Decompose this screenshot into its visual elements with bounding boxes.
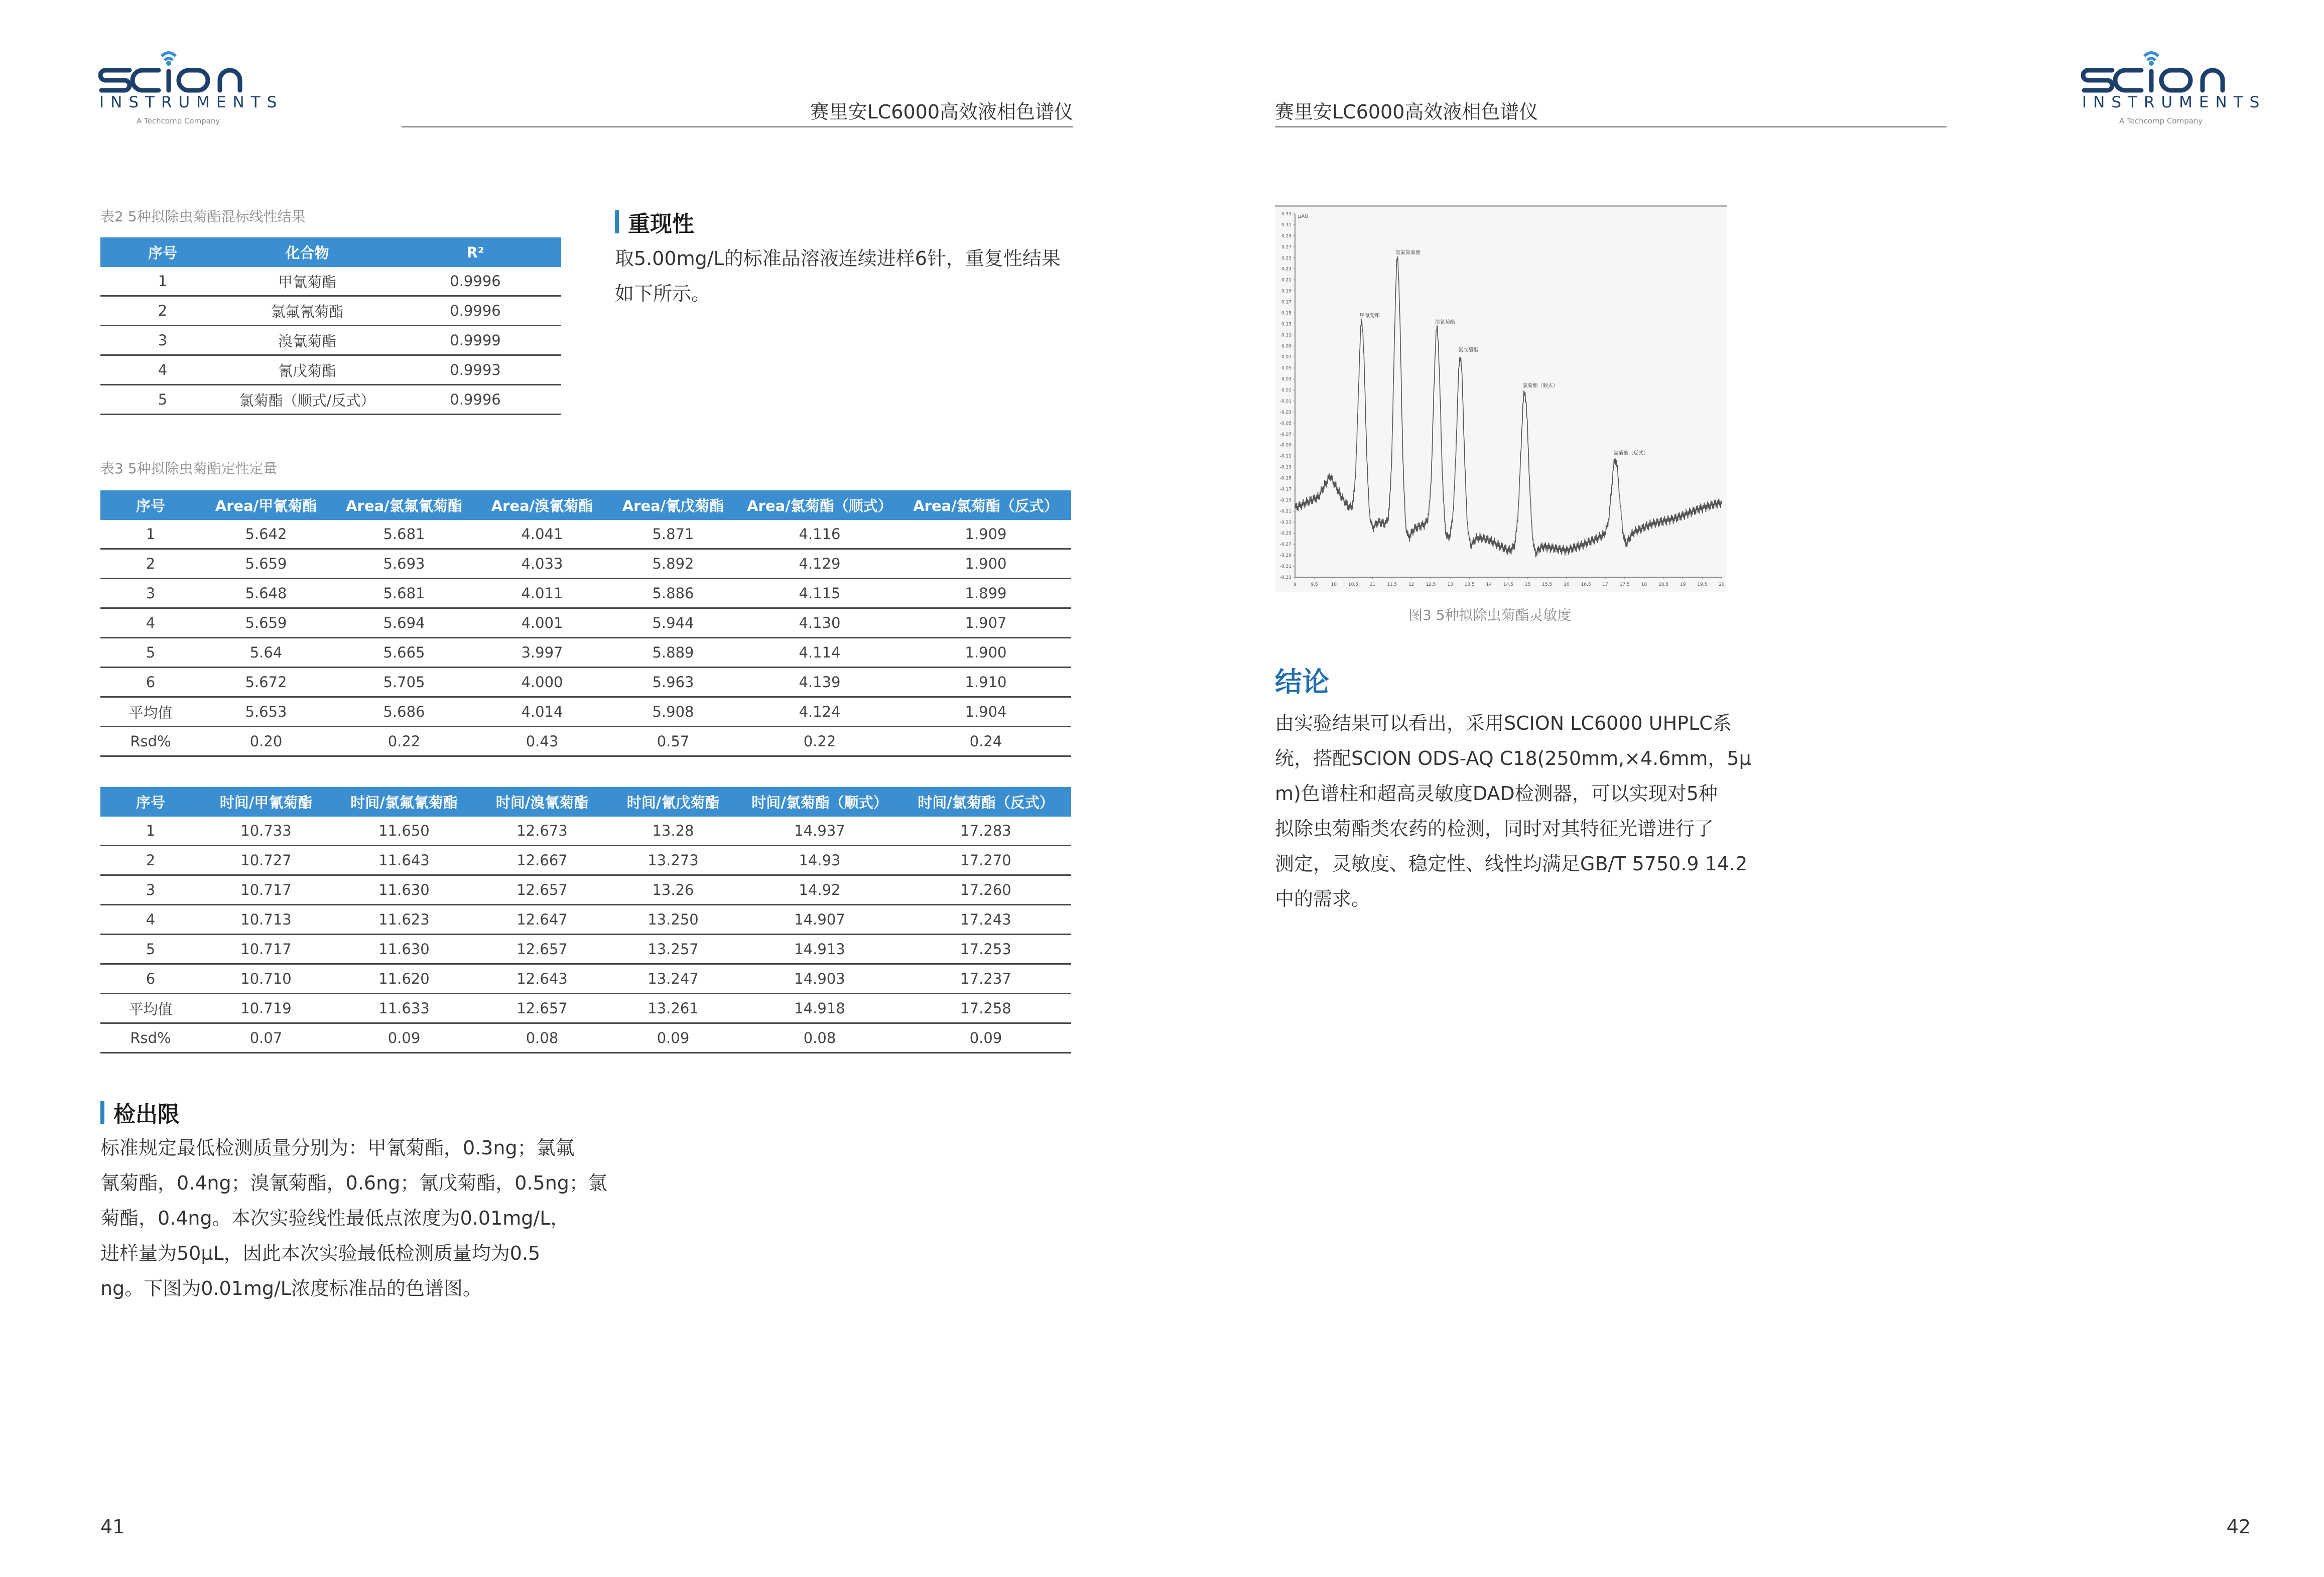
table-cell: 3.997: [477, 638, 607, 668]
paragraph-line: 中的需求。: [1275, 888, 1371, 910]
table-cell: 17.243: [900, 905, 1071, 935]
table-cell: 17.283: [900, 817, 1071, 846]
header-rule-right: [1275, 126, 1947, 127]
column-header: 时间/氰戊菊酯: [607, 787, 739, 817]
x-tick-label: 19.5: [1697, 582, 1708, 587]
y-tick-label: -0.21: [1279, 509, 1292, 514]
table-cell: 1.899: [900, 579, 1071, 608]
table-row: [100, 875, 1071, 905]
table-cell: 17.270: [900, 846, 1071, 875]
table-cell: 11.620: [331, 964, 477, 994]
y-tick-label: -0.01: [1279, 399, 1292, 404]
y-tick-label: 0.29: [1281, 233, 1292, 239]
table-cell: 4: [100, 355, 225, 385]
table-row: [100, 994, 1071, 1023]
table-row: [100, 846, 1071, 875]
table-cell: 1: [100, 817, 201, 846]
paragraph-line: 取5.00mg/L的标准品溶液连续进样6针，重复性结果: [615, 247, 1061, 270]
table-cell: 0.09: [900, 1023, 1071, 1053]
table-cell: 17.253: [900, 935, 1071, 964]
page-number-left: 41: [100, 1516, 125, 1538]
paragraph-line: 如下所示。: [615, 283, 711, 305]
table-cell: 10.727: [201, 846, 331, 875]
y-tick-label: -0.11: [1279, 454, 1292, 459]
table-cell: 5.705: [331, 668, 477, 697]
table-row: [100, 964, 1071, 994]
table-cell: 平均值: [100, 994, 201, 1023]
peak-label: 氯菊酯（反式）: [1613, 450, 1649, 456]
table-cell: 12.657: [477, 994, 607, 1023]
table-cell: 0.07: [201, 1023, 331, 1053]
table-cell: 1.904: [900, 697, 1071, 727]
column-header: Area/氯氟氰菊酯: [331, 490, 477, 520]
y-tick-label: 0.03: [1281, 377, 1292, 382]
table-cell: 0.22: [331, 727, 477, 756]
detection-limit-paragraph: [100, 1130, 607, 1306]
y-tick-label: -0.33: [1279, 575, 1292, 580]
x-tick-label: 9.5: [1311, 582, 1318, 587]
chromatogram-chart: [1275, 205, 1727, 592]
column-header: Area/氯菊酯（反式）: [900, 490, 1071, 520]
table-cell: 5.672: [201, 668, 331, 697]
table-header-row: [100, 237, 561, 267]
table-cell: 平均值: [100, 697, 201, 727]
table-cell: 11.643: [331, 846, 477, 875]
table-cell: 4.115: [739, 579, 900, 608]
table-cell: 10.713: [201, 905, 331, 935]
table-cell: 1.900: [900, 638, 1071, 668]
table-cell: 10.710: [201, 964, 331, 994]
table-cell: 5.659: [201, 549, 331, 579]
table-cell: 0.9993: [390, 355, 561, 385]
table-cell: 2: [100, 549, 201, 579]
table-cell: 5: [100, 385, 225, 415]
y-tick-label: -0.17: [1279, 487, 1292, 492]
peak-label: 氯氟氰菊酯: [1395, 250, 1421, 256]
table-cell: 0.24: [900, 727, 1071, 756]
table-cell: 0.43: [477, 727, 607, 756]
table-cell: 13.261: [607, 994, 739, 1023]
column-header: 时间/溴氰菊酯: [477, 787, 607, 817]
x-tick-label: 11: [1369, 582, 1376, 587]
detection-limit-heading: [100, 1096, 180, 1128]
y-tick-label: -0.03: [1279, 410, 1292, 415]
x-tick-label: 12: [1408, 582, 1414, 587]
y-tick-label: 0.33: [1281, 212, 1292, 217]
peak-label: 氯菊酯（顺式）: [1522, 383, 1558, 389]
table-cell: 5.892: [607, 549, 739, 579]
table-cell: 14.907: [739, 905, 900, 935]
table-row: [100, 355, 561, 385]
table-cell: 12.667: [477, 846, 607, 875]
y-tick-label: -0.05: [1279, 421, 1292, 426]
table-cell: 4.001: [477, 608, 607, 638]
scion-logo-left: [98, 43, 284, 125]
table-header-row: [100, 490, 1071, 520]
y-tick-label: 0.13: [1281, 322, 1292, 327]
paragraph-line: 由实验结果可以看出，采用SCION LC6000 UHPLC系: [1275, 712, 1732, 734]
column-header: 序号: [100, 490, 201, 520]
table-cell: Rsd%: [100, 1023, 201, 1053]
y-tick-label: -0.23: [1279, 520, 1292, 525]
y-tick-label: -0.27: [1279, 542, 1292, 548]
table-cell: 4.124: [739, 697, 900, 727]
table-cell: 0.9996: [390, 267, 561, 296]
table-cell: 10.717: [201, 935, 331, 964]
table-row: [100, 1023, 1071, 1053]
column-header: 化合物: [225, 237, 390, 267]
table-cell: 3: [100, 326, 225, 355]
y-tick-label: 0.23: [1281, 267, 1292, 272]
y-tick-label: -0.29: [1279, 553, 1292, 559]
y-tick-label: 0.21: [1281, 278, 1292, 283]
table-cell: 4.014: [477, 697, 607, 727]
paragraph-line: 氰菊酯，0.4ng；溴氰菊酯，0.6ng；氰戊菊酯，0.5ng；氯: [100, 1172, 607, 1194]
table-cell: 11.623: [331, 905, 477, 935]
y-tick-label: 0.19: [1281, 289, 1292, 294]
column-header: 时间/甲氰菊酯: [201, 787, 331, 817]
column-header: 时间/氯菊酯（顺式）: [739, 787, 900, 817]
x-tick-label: 16.5: [1581, 582, 1591, 587]
table-cell: 11.633: [331, 994, 477, 1023]
conclusion-title: 结论: [1275, 666, 1329, 698]
table-row: [100, 727, 1071, 756]
table-cell: 13.250: [607, 905, 739, 935]
scion-logo-right: [2081, 43, 2266, 125]
y-tick-label: 0.15: [1281, 311, 1292, 316]
table-cell: 5.665: [331, 638, 477, 668]
table-row: [100, 579, 1071, 608]
paragraph-line: 统，搭配SCION ODS-AQ C18(250mm,×4.6mm，5μ: [1275, 747, 1751, 769]
table-cell: 2: [100, 296, 225, 326]
table-row: [100, 520, 1071, 549]
table-cell: 氰戊菊酯: [225, 355, 390, 385]
column-header: 时间/氯氟氰菊酯: [331, 787, 477, 817]
paragraph-line: 拟除虫菊酯类农药的检测，同时对其特征光谱进行了: [1275, 818, 1714, 840]
y-tick-label: -0.25: [1279, 531, 1292, 537]
paragraph-line: m)色谱柱和超高灵敏度DAD检测器，可以实现对5种: [1275, 782, 1718, 805]
chart-top-border: [1275, 205, 1727, 207]
table-cell: 0.08: [739, 1023, 900, 1053]
y-tick-label: 0.09: [1281, 344, 1292, 349]
table-cell: 溴氰菊酯: [225, 326, 390, 355]
table-cell: 0.9996: [390, 296, 561, 326]
table-cell: 氯氟氰菊酯: [225, 296, 390, 326]
table-cell: 11.630: [331, 875, 477, 905]
table-row: [100, 296, 561, 326]
table-cell: 氯菊酯（顺式/反式）: [225, 385, 390, 415]
paragraph-line: 进样量为50μL，因此本次实验最低检测质量均为0.5: [100, 1242, 541, 1264]
logo-instruments-text: INSTRUMENTS: [2082, 93, 2266, 111]
table2-caption: 表2 5种拟除虫菊酯混标线性结果: [100, 208, 306, 225]
detection-limit-title: 检出限: [113, 1102, 180, 1127]
header-rule-left: [402, 126, 1073, 127]
x-tick-label: 14: [1486, 582, 1492, 587]
table-cell: 5.693: [331, 549, 477, 579]
y-tick-label: 0.31: [1281, 222, 1292, 228]
table-cell: 0.9999: [390, 326, 561, 355]
table-cell: 5.944: [607, 608, 739, 638]
table-cell: 14.918: [739, 994, 900, 1023]
table-cell: 0.09: [607, 1023, 739, 1053]
conclusion-paragraph: [1275, 706, 1751, 916]
table-cell: 11.630: [331, 935, 477, 964]
table-cell: 1.900: [900, 549, 1071, 579]
table-cell: 0.08: [477, 1023, 607, 1053]
table-cell: 5.871: [607, 520, 739, 549]
y-tick-label: -0.19: [1279, 498, 1292, 503]
repeatability-heading: [615, 206, 694, 238]
table-cell: 3: [100, 875, 201, 905]
table-cell: 4.116: [739, 520, 900, 549]
y-tick-label: -0.13: [1279, 465, 1292, 470]
y-tick-label: -0.09: [1279, 443, 1292, 448]
table-cell: 6: [100, 964, 201, 994]
table-cell: 5.659: [201, 608, 331, 638]
column-header: Area/溴氰菊酯: [477, 490, 607, 520]
paragraph-line: 菊酯，0.4ng。本次实验线性最低点浓度为0.01mg/L，: [100, 1207, 570, 1229]
x-tick-label: 15: [1524, 582, 1531, 587]
table-cell: 5.963: [607, 668, 739, 697]
x-tick-label: 13.5: [1464, 582, 1475, 587]
y-tick-label: -0.31: [1279, 564, 1292, 570]
table-cell: 5.653: [201, 697, 331, 727]
x-tick-label: 13: [1447, 582, 1453, 587]
x-tick-label: 15.5: [1542, 582, 1553, 587]
table-cell: 5.686: [331, 697, 477, 727]
y-tick-label: 0.11: [1281, 333, 1292, 338]
table-cell: 13.26: [607, 875, 739, 905]
table-cell: 0.22: [739, 727, 900, 756]
heading-accent-bar: [615, 210, 619, 233]
table-cell: 6: [100, 668, 201, 697]
x-tick-label: 10: [1331, 582, 1337, 587]
table-cell: 17.237: [900, 964, 1071, 994]
y-tick-label: 0.07: [1281, 355, 1292, 360]
table-cell: 4.114: [739, 638, 900, 668]
table-cell: 14.92: [739, 875, 900, 905]
table-cell: 13.257: [607, 935, 739, 964]
table-cell: 5.64: [201, 638, 331, 668]
y-tick-label: 0.17: [1281, 300, 1292, 305]
column-header: 序号: [100, 237, 225, 267]
x-tick-label: 18: [1641, 582, 1647, 587]
table-row: [100, 608, 1071, 638]
table-cell: 4.130: [739, 608, 900, 638]
column-header: Area/氯菊酯（顺式）: [739, 490, 900, 520]
repeatability-paragraph: [615, 241, 1061, 311]
table-cell: 11.650: [331, 817, 477, 846]
table-cell: 5: [100, 638, 201, 668]
table-cell: 1.910: [900, 668, 1071, 697]
table-row: [100, 549, 1071, 579]
column-header: Area/甲氰菊酯: [201, 490, 331, 520]
table-cell: 13.247: [607, 964, 739, 994]
figure3-caption: 图3 5种拟除虫菊酯灵敏度: [1408, 607, 1572, 623]
table3-area: [100, 490, 1071, 757]
table-cell: 5.648: [201, 579, 331, 608]
x-tick-label: 14.5: [1503, 582, 1514, 587]
table-row: [100, 267, 561, 296]
scion-logo-mark: [98, 43, 269, 98]
table-cell: 0.20: [201, 727, 331, 756]
table-cell: 5.681: [331, 579, 477, 608]
table-cell: 甲氰菊酯: [225, 267, 390, 296]
y-axis-unit-label: μAU: [1298, 214, 1309, 219]
table-cell: 0.09: [331, 1023, 477, 1053]
table-cell: 4: [100, 608, 201, 638]
table-cell: 14.913: [739, 935, 900, 964]
y-tick-label: 0.25: [1281, 255, 1292, 261]
table-cell: 12.647: [477, 905, 607, 935]
table-cell: 4.000: [477, 668, 607, 697]
x-tick-label: 17.5: [1619, 582, 1630, 587]
table-cell: 4.139: [739, 668, 900, 697]
table-cell: 3: [100, 579, 201, 608]
x-tick-label: 18.5: [1658, 582, 1669, 587]
x-tick-label: 12.5: [1426, 582, 1436, 587]
table-cell: 4: [100, 905, 201, 935]
table-row: [100, 668, 1071, 697]
x-tick-label: 11.5: [1387, 582, 1397, 587]
table-cell: 5.694: [331, 608, 477, 638]
table2-linearity: [100, 237, 561, 415]
scion-logo-mark: [2081, 43, 2252, 98]
table-cell: 17.260: [900, 875, 1071, 905]
x-tick-label: 20: [1719, 582, 1725, 587]
table-cell: 10.719: [201, 994, 331, 1023]
table-cell: 5.681: [331, 520, 477, 549]
column-header: Area/氰戊菊酯: [607, 490, 739, 520]
table-cell: 10.717: [201, 875, 331, 905]
peak-label: 溴氰菊酯: [1435, 320, 1455, 326]
table-header-row: [100, 787, 1071, 817]
table-cell: 17.258: [900, 994, 1071, 1023]
table-cell: 4.011: [477, 579, 607, 608]
table-cell: 4.129: [739, 549, 900, 579]
table-cell: 13.273: [607, 846, 739, 875]
table-cell: 14.903: [739, 964, 900, 994]
chart-background: [1275, 205, 1727, 592]
x-tick-label: 10.5: [1348, 582, 1358, 587]
table-cell: 4.033: [477, 549, 607, 579]
table-cell: 1: [100, 520, 201, 549]
table-cell: 4.041: [477, 520, 607, 549]
table-row: [100, 817, 1071, 846]
table-cell: 1.909: [900, 520, 1071, 549]
y-tick-label: -0.07: [1279, 432, 1292, 437]
table-row: [100, 697, 1071, 727]
table-row: [100, 638, 1071, 668]
paragraph-line: ng。下图为0.01mg/L浓度标准品的色谱图。: [100, 1277, 482, 1299]
header-title-right: 赛里安LC6000高效液相色谱仪: [1275, 101, 1538, 123]
table-cell: 5.886: [607, 579, 739, 608]
table-cell: 14.93: [739, 846, 900, 875]
table-cell: 13.28: [607, 817, 739, 846]
table-cell: 12.643: [477, 964, 607, 994]
x-tick-label: 9: [1294, 582, 1297, 587]
paragraph-line: 测定，灵敏度、稳定性、线性均满足GB/T 5750.9 14.2: [1275, 853, 1748, 875]
column-header: 时间/氯菊酯（反式）: [900, 787, 1071, 817]
table-cell: 0.57: [607, 727, 739, 756]
logo-tagline: A Techcomp Company: [137, 116, 220, 125]
y-tick-label: -0.15: [1279, 476, 1292, 481]
table-cell: 12.657: [477, 875, 607, 905]
y-tick-label: 0.01: [1281, 388, 1292, 393]
table-cell: 2: [100, 846, 201, 875]
table-cell: 5.908: [607, 697, 739, 727]
column-header: 序号: [100, 787, 201, 817]
x-tick-label: 19: [1680, 582, 1686, 587]
table-cell: 0.9996: [390, 385, 561, 415]
table-cell: 14.937: [739, 817, 900, 846]
table-cell: 12.673: [477, 817, 607, 846]
table-cell: 12.657: [477, 935, 607, 964]
table-row: [100, 385, 561, 415]
table-cell: 10.733: [201, 817, 331, 846]
table-row: [100, 326, 561, 355]
logo-instruments-text: INSTRUMENTS: [99, 93, 284, 111]
header-title-left: 赛里安LC6000高效液相色谱仪: [810, 101, 1073, 123]
repeatability-title: 重现性: [628, 211, 694, 237]
table3-caption: 表3 5种拟除虫菊酯定性定量: [100, 460, 278, 477]
peak-label: 氰戊菊酯: [1458, 347, 1479, 353]
table-row: [100, 905, 1071, 935]
x-tick-label: 16: [1564, 582, 1570, 587]
table-row: [100, 935, 1071, 964]
table-cell: 5: [100, 935, 201, 964]
x-tick-label: 17: [1602, 582, 1608, 587]
table-cell: Rsd%: [100, 727, 201, 756]
page-number-right: 42: [2226, 1516, 2251, 1538]
heading-accent-bar: [100, 1101, 104, 1124]
logo-tagline: A Techcomp Company: [2119, 116, 2203, 125]
column-header: R²: [390, 237, 561, 267]
y-tick-label: 0.05: [1281, 366, 1292, 371]
peak-label: 甲氰菊酯: [1359, 313, 1380, 319]
table3-retention-time: [100, 787, 1071, 1054]
chromatogram-figure: [1275, 205, 1727, 592]
table-cell: 5.642: [201, 520, 331, 549]
paragraph-line: 标准规定最低检测质量分别为：甲氰菊酯，0.3ng；氯氟: [100, 1137, 575, 1159]
table-cell: 5.889: [607, 638, 739, 668]
table-cell: 1.907: [900, 608, 1071, 638]
table-cell: 1: [100, 267, 225, 296]
y-tick-label: 0.27: [1281, 244, 1292, 250]
